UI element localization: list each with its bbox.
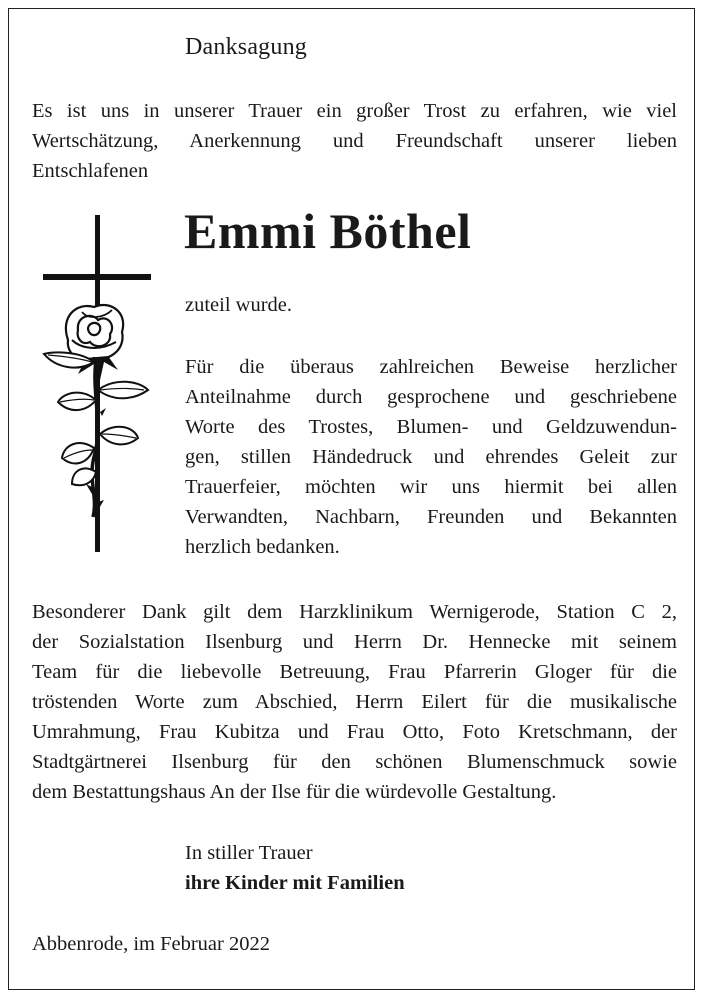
closing-phrase: In stiller Trauer (185, 842, 313, 864)
special-thanks-line: Umrahmung, Frau Kubitza und Frau Otto, Foto Kretschmann, der (32, 721, 677, 743)
thanks-line: Verwandten, Nachbarn, Freunden und Bekannten (185, 506, 677, 528)
special-thanks-line: der Sozialstation Ilsenburg und Herrn Dr. Hennecke mit seinem (32, 631, 677, 653)
notice-heading: Danksagung (185, 34, 307, 60)
intro-line: Wertschätzung, Anerkennung und Freundschaft unserer lieben (32, 130, 677, 152)
special-thanks-line: Besonderer Dank gilt dem Harzklinikum Wernigerode, Station C 2, (32, 601, 677, 623)
signatories: ihre Kinder mit Familien (185, 872, 405, 894)
thanks-line: Worte des Trostes, Blumen- und Geldzuwendun- (185, 416, 677, 438)
special-thanks-paragraph (32, 597, 677, 807)
thanks-paragraph (185, 352, 677, 562)
special-thanks-line: tröstenden Worte zum Abschied, Herrn Eilert für die musikalische (32, 691, 677, 713)
intro-line: Entschlafenen (32, 160, 149, 182)
special-thanks-line: Stadtgärtnerei Ilsenburg für den schönen Blumenschmuck sowie (32, 751, 677, 773)
cross-with-rose-icon (38, 212, 156, 557)
thanks-line: Für die überaus zahlreichen Beweise herzlicher (185, 356, 677, 378)
thanks-line: herzlich bedanken. (185, 536, 340, 558)
thanks-line: Anteilnahme durch gesprochene und geschriebene (185, 386, 677, 408)
after-name-text: zuteil wurde. (185, 294, 293, 316)
intro-paragraph (32, 96, 677, 186)
place-and-date: Abbenrode, im Februar 2022 (32, 933, 270, 955)
special-thanks-line: Team für die liebevolle Betreuung, Frau Pfarrerin Gloger für die (32, 661, 677, 683)
thanks-line: gen, stillen Händedruck und ehrendes Geleit zur (185, 446, 677, 468)
thanks-line: Trauerfeier, möchten wir uns hiermit bei allen (185, 476, 677, 498)
intro-line: Es ist uns in unserer Trauer ein großer Trost zu erfahren, wie viel (32, 100, 677, 122)
deceased-name: Emmi Böthel (184, 203, 472, 259)
special-thanks-line: dem Bestattungshaus An der Ilse für die würdevolle Gestaltung. (32, 781, 557, 803)
